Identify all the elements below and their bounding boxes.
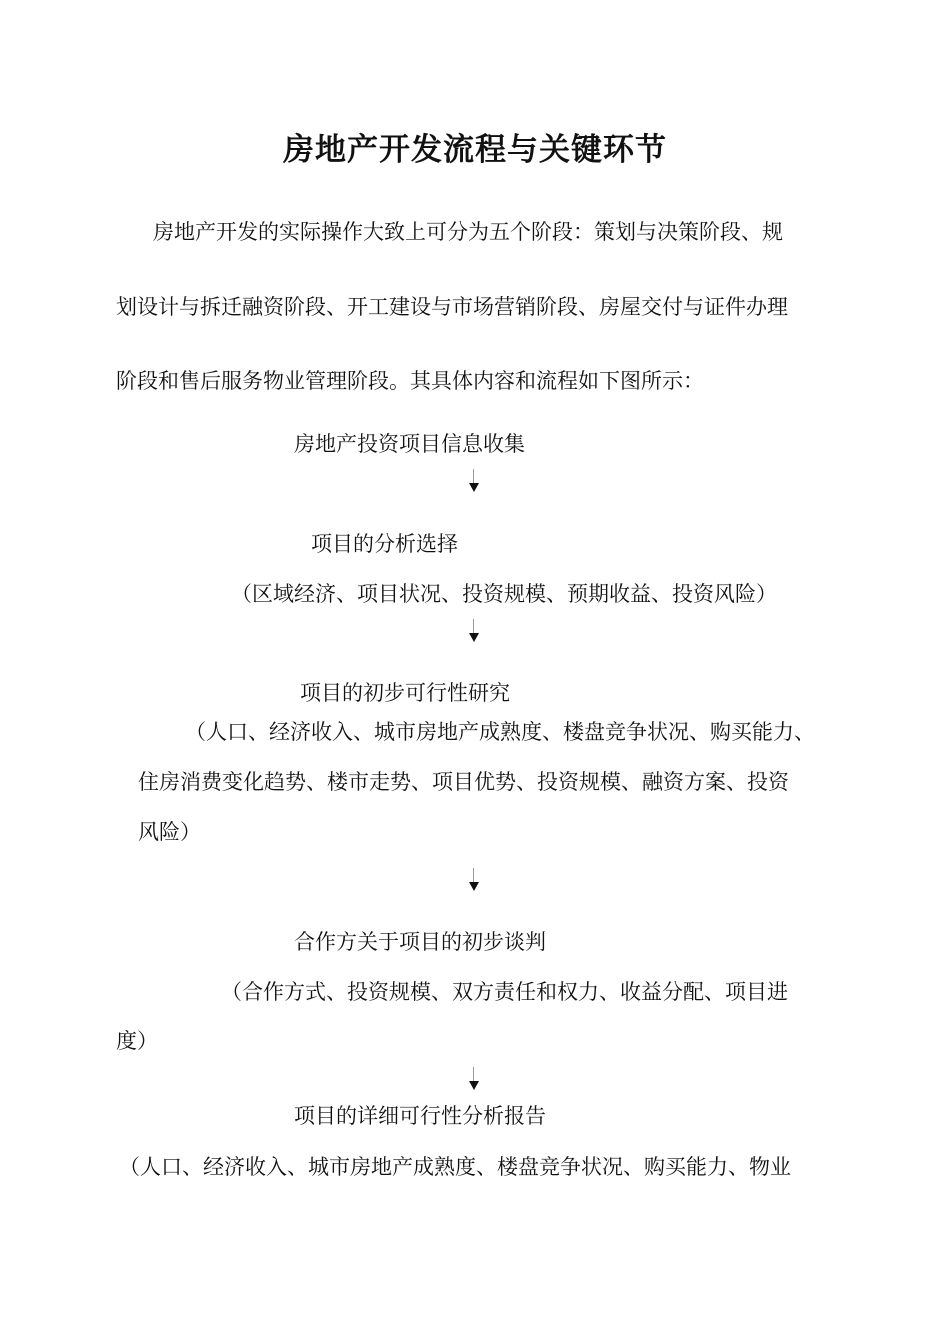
step-4-heading: 合作方关于项目的初步谈判 xyxy=(294,930,546,954)
step-2-heading: 项目的分析选择 xyxy=(311,532,458,556)
step-5-heading: 项目的详细可行性分析报告 xyxy=(294,1104,546,1128)
intro-line-1: 房地产开发的实际操作大致上可分为五个阶段：策划与决策阶段、规 xyxy=(153,220,783,244)
step-3-detail-line-3: 风险） xyxy=(138,820,201,844)
flow-down-arrow-icon xyxy=(467,619,481,645)
step-4-detail-line-1: （合作方式、投资规模、双方责任和权力、收益分配、项目进 xyxy=(221,980,788,1004)
step-3-detail-line-1: （人口、经济收入、城市房地产成熟度、楼盘竞争状况、购买能力、 xyxy=(185,720,815,744)
flow-down-arrow-icon xyxy=(467,868,481,894)
step-1-heading: 房地产投资项目信息收集 xyxy=(294,432,525,456)
step-2-detail-line-1: （区域经济、项目状况、投资规模、预期收益、投资风险） xyxy=(231,582,777,606)
step-3-heading: 项目的初步可行性研究 xyxy=(300,681,510,705)
step-3-detail-line-2: 住房消费变化趋势、楼市走势、项目优势、投资规模、融资方案、投资 xyxy=(138,770,789,794)
step-5-detail-line-1: （人口、经济收入、城市房地产成熟度、楼盘竞争状况、购买能力、物业 xyxy=(119,1155,791,1179)
flow-down-arrow-icon xyxy=(467,469,481,495)
intro-line-2: 划设计与拆迁融资阶段、开工建设与市场营销阶段、房屋交付与证件办理 xyxy=(116,295,788,319)
step-4-detail-line-2: 度） xyxy=(116,1029,158,1053)
flow-down-arrow-icon xyxy=(467,1067,481,1093)
document-title: 房地产开发流程与关键环节 xyxy=(283,132,667,168)
intro-line-3: 阶段和售后服务物业管理阶段。其具体内容和流程如下图所示： xyxy=(116,369,704,393)
